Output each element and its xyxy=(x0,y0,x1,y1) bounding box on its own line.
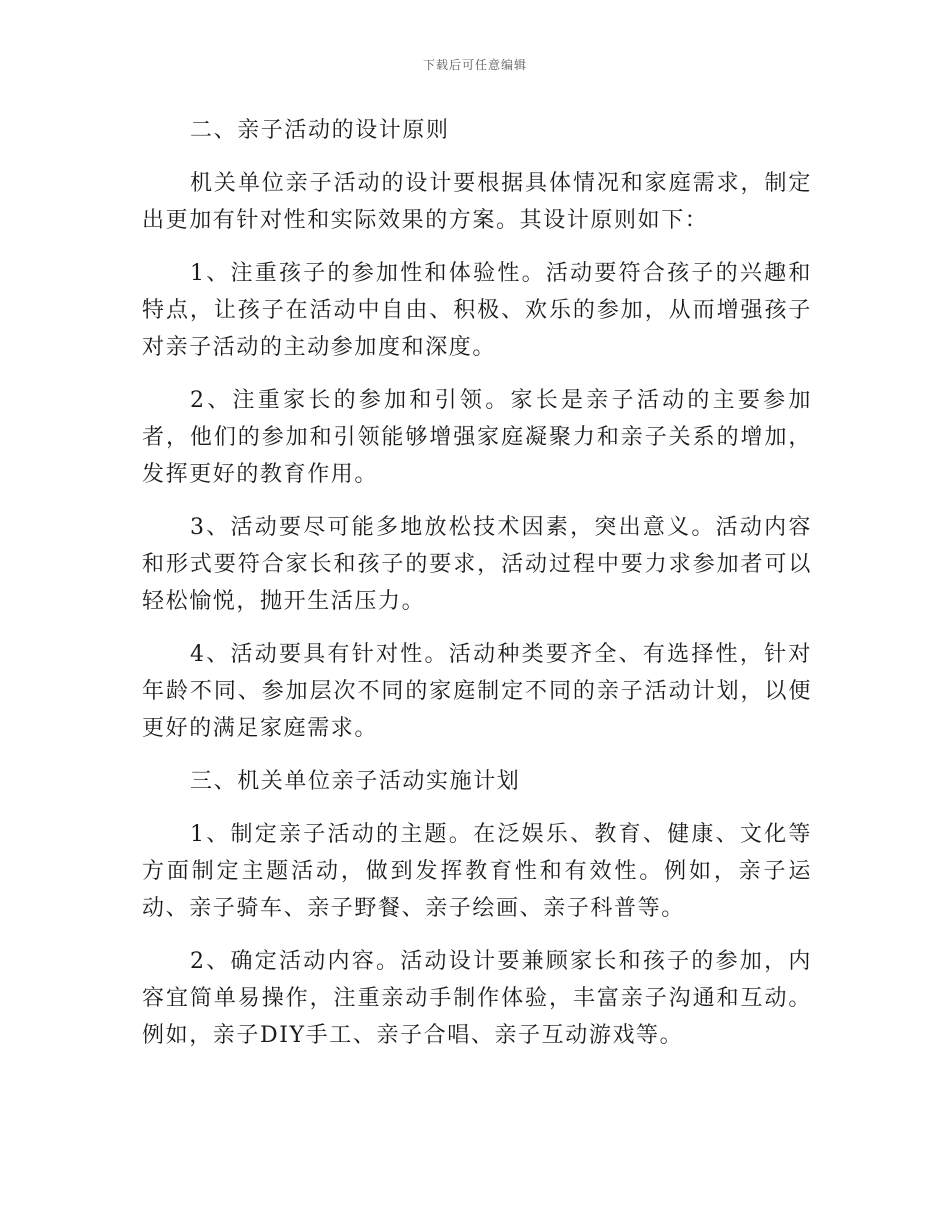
paragraph-plan-1: 1、制定亲子活动的主题。在泛娱乐、教育、健康、文化等方面制定主题活动，做到发挥教育性和有效性。例如，亲子运动、亲子骑车、亲子野餐、亲子绘画、亲子科普等。 xyxy=(142,822,812,921)
paragraph-plan-2: 2、确定活动内容。活动设计要兼顾家长和孩子的参加，内容宜简单易操作，注重亲动手制作体验，丰富亲子沟通和互动。例如，亲子DIY手工、亲子合唱、亲子互动游戏等。 xyxy=(142,949,812,1048)
document-body xyxy=(142,112,812,1070)
section-heading-design-principles: 二、亲子活动的设计原则 xyxy=(190,118,450,143)
paragraph-principle-1: 1、注重孩子的参加性和体验性。活动要符合孩子的兴趣和特点，让孩子在活动中自由、积极、欢乐的参加，从而增强孩子对亲子活动的主动参加度和深度。 xyxy=(142,261,812,360)
page-header-note: 下载后可任意编辑 xyxy=(422,58,527,72)
paragraph-intro: 机关单位亲子活动的设计要根据具体情况和家庭需求，制定出更加有针对性和实际效果的方案。其设计原则如下： xyxy=(142,171,812,233)
paragraph-principle-2: 2、注重家长的参加和引领。家长是亲子活动的主要参加者，他们的参加和引领能够增强家庭凝聚力和亲子关系的增加，发挥更好的教育作用。 xyxy=(142,388,812,487)
section-heading-implementation-plan: 三、机关单位亲子活动实施计划 xyxy=(190,769,521,794)
paragraph-principle-3: 3、活动要尽可能多地放松技术因素，突出意义。活动内容和形式要符合家长和孩子的要求，活动过程中要力求参加者可以轻松愉悦，抛开生活压力。 xyxy=(142,515,812,614)
paragraph-principle-4: 4、活动要具有针对性。活动种类要齐全、有选择性，针对年龄不同、参加层次不同的家庭制定不同的亲子活动计划，以便更好的满足家庭需求。 xyxy=(142,642,812,741)
